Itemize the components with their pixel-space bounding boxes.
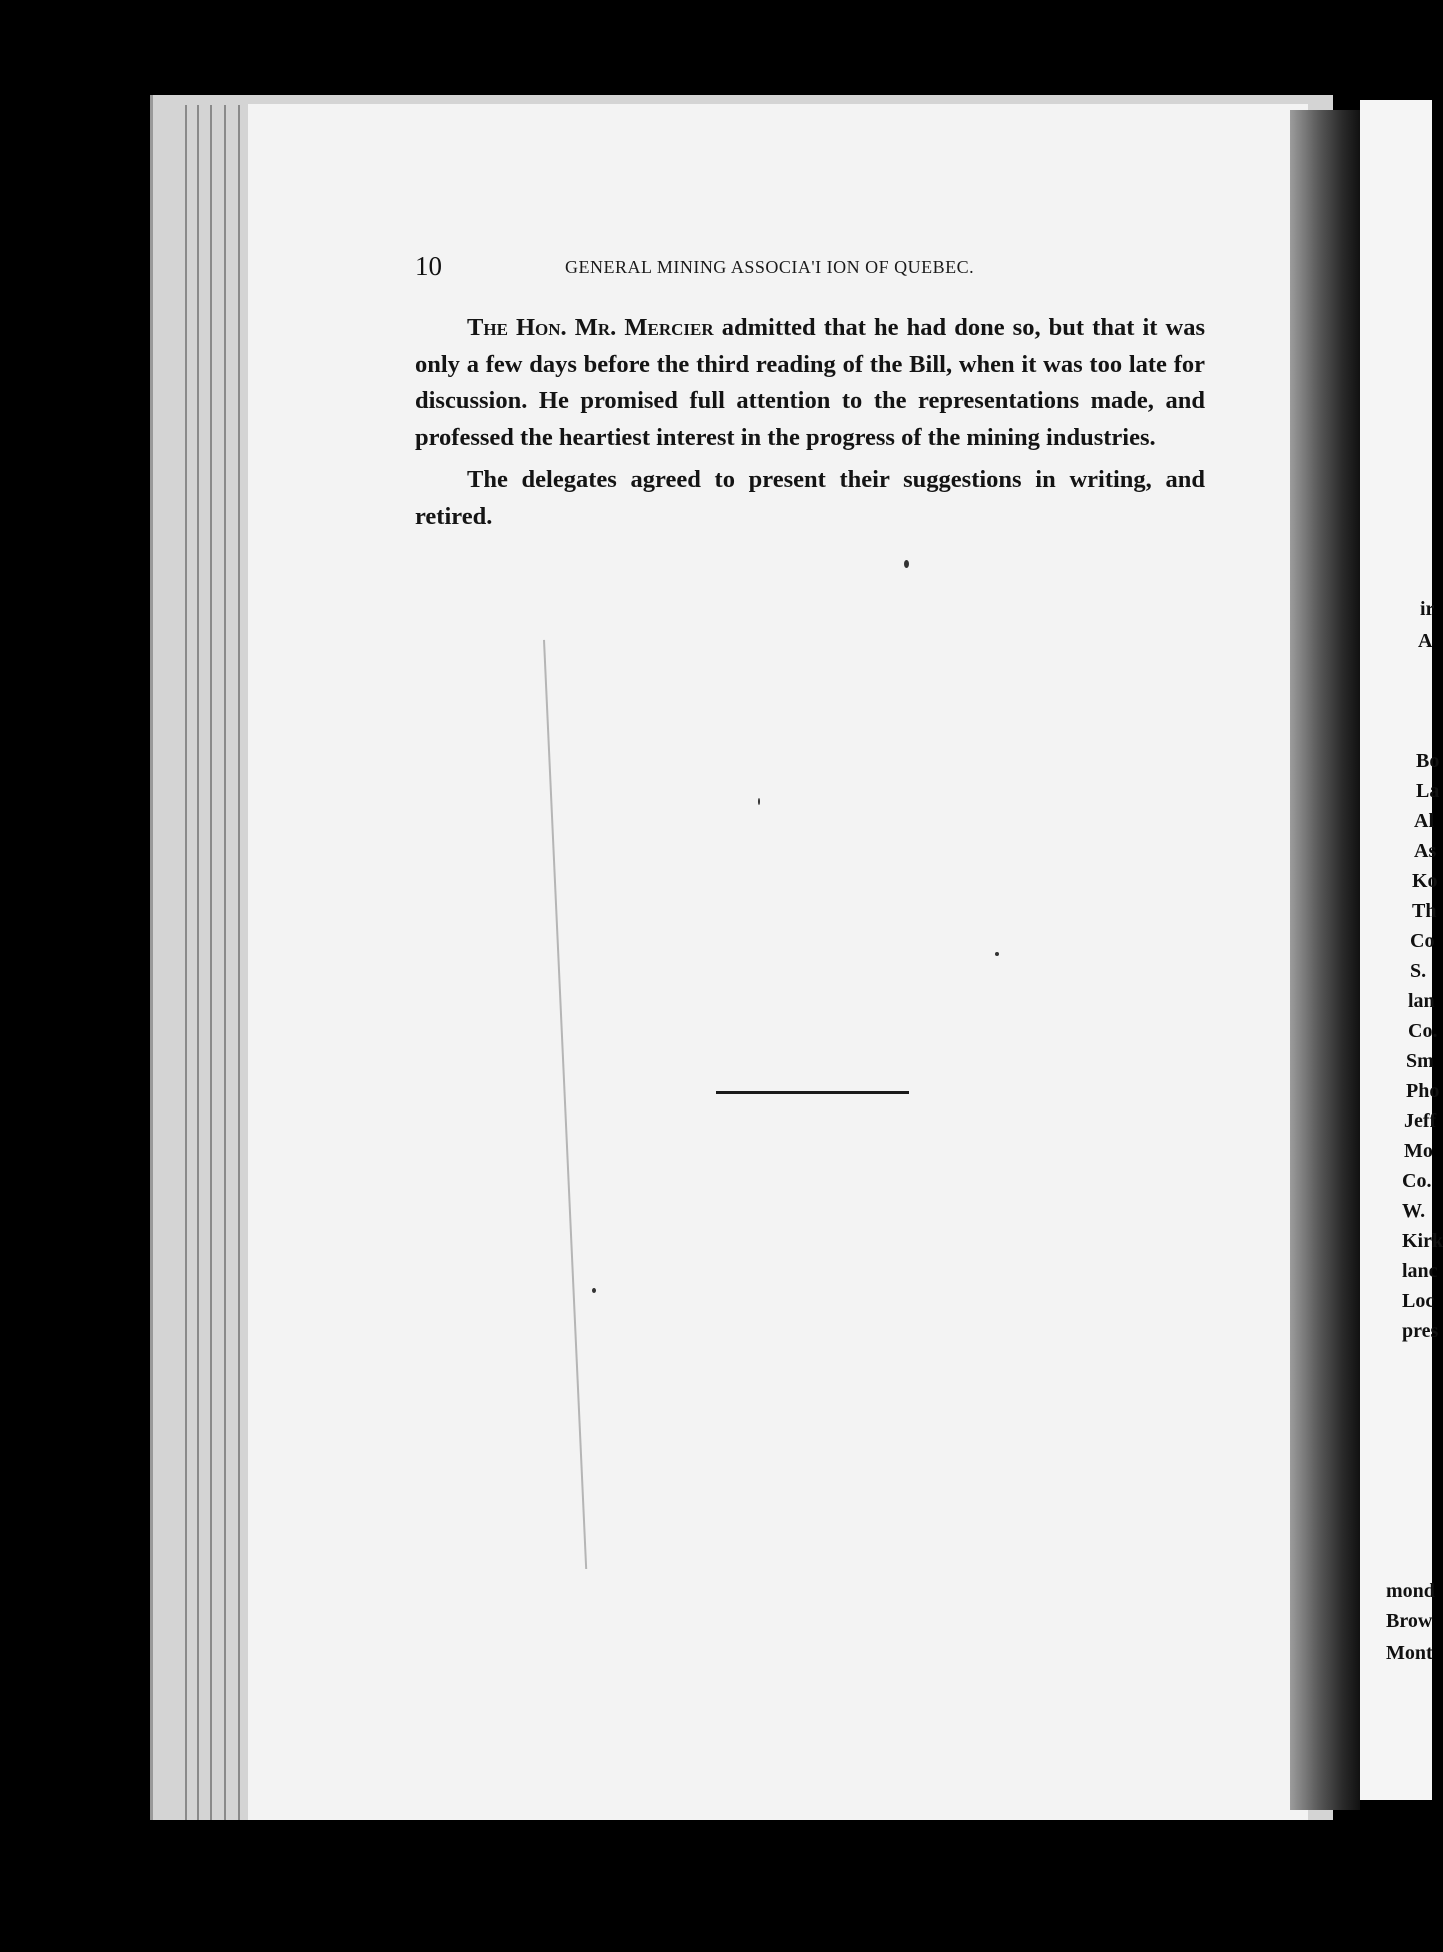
- ink-speck: [995, 952, 999, 956]
- body-text: [415, 310, 1205, 541]
- facing-fragment: A: [1418, 630, 1433, 652]
- facing-fragment: lan: [1408, 990, 1435, 1012]
- facing-fragment: Co.: [1402, 1170, 1432, 1192]
- facing-fragment: mond: [1386, 1580, 1435, 1602]
- facing-fragment: Ko: [1412, 870, 1438, 892]
- paragraph-text: The delegates agreed to present their suggestions in writing, and retired.: [415, 466, 1205, 530]
- facing-fragment: W.: [1402, 1200, 1426, 1222]
- paragraph-text: admitted that he had done so, but that it was only a few days before the third reading of the Bill, when it was too late for discussion. He promised full attention to the representations made, and professed the heartiest interest in the progress of the mining industries.: [415, 314, 1205, 451]
- paragraph: [415, 462, 1205, 535]
- facing-fragment: La: [1416, 780, 1440, 802]
- page-edge-line: [238, 105, 240, 1820]
- facing-fragment: Jeff: [1404, 1110, 1437, 1132]
- page-number: 10: [415, 251, 442, 281]
- page-edge-line: [185, 105, 187, 1820]
- header-title: GENERAL MINING ASSOCIA'I ION OF QUEBEC.: [565, 257, 975, 277]
- page-edge-line: [210, 105, 212, 1820]
- facing-fragment: Mo: [1404, 1140, 1433, 1162]
- facing-fragment: pres: [1402, 1320, 1439, 1342]
- ink-speck: [904, 560, 909, 568]
- facing-fragment: Pho: [1406, 1080, 1440, 1102]
- facing-fragment: Sm: [1406, 1050, 1434, 1072]
- running-head: [415, 251, 1205, 287]
- facing-fragment: ir: [1420, 598, 1435, 620]
- page-edge-line: [197, 105, 199, 1820]
- paragraph: [415, 310, 1205, 456]
- page-edge-line: [224, 105, 226, 1820]
- facing-fragment: Kirk: [1402, 1230, 1443, 1252]
- section-rule: [716, 1091, 909, 1094]
- facing-fragment: lanc: [1402, 1260, 1438, 1282]
- facing-fragment: Mont: [1386, 1642, 1433, 1664]
- book-gutter: [1290, 110, 1360, 1810]
- facing-fragment: Brow: [1386, 1610, 1433, 1632]
- facing-page: [1360, 100, 1443, 1800]
- ink-speck: [758, 798, 760, 805]
- facing-fragment: Co.: [1408, 1020, 1438, 1042]
- facing-fragment: Bo: [1416, 750, 1440, 772]
- speaker-name: The Hon. Mr. Mercier: [467, 314, 714, 341]
- facing-fragment: As: [1414, 840, 1437, 862]
- ink-speck: [592, 1288, 596, 1293]
- facing-fragment: Al: [1414, 810, 1434, 832]
- facing-fragment: Th: [1412, 900, 1437, 922]
- facing-fragment: Loc: [1402, 1290, 1435, 1312]
- facing-fragment: S.: [1410, 960, 1427, 982]
- facing-fragment: Co: [1410, 930, 1435, 952]
